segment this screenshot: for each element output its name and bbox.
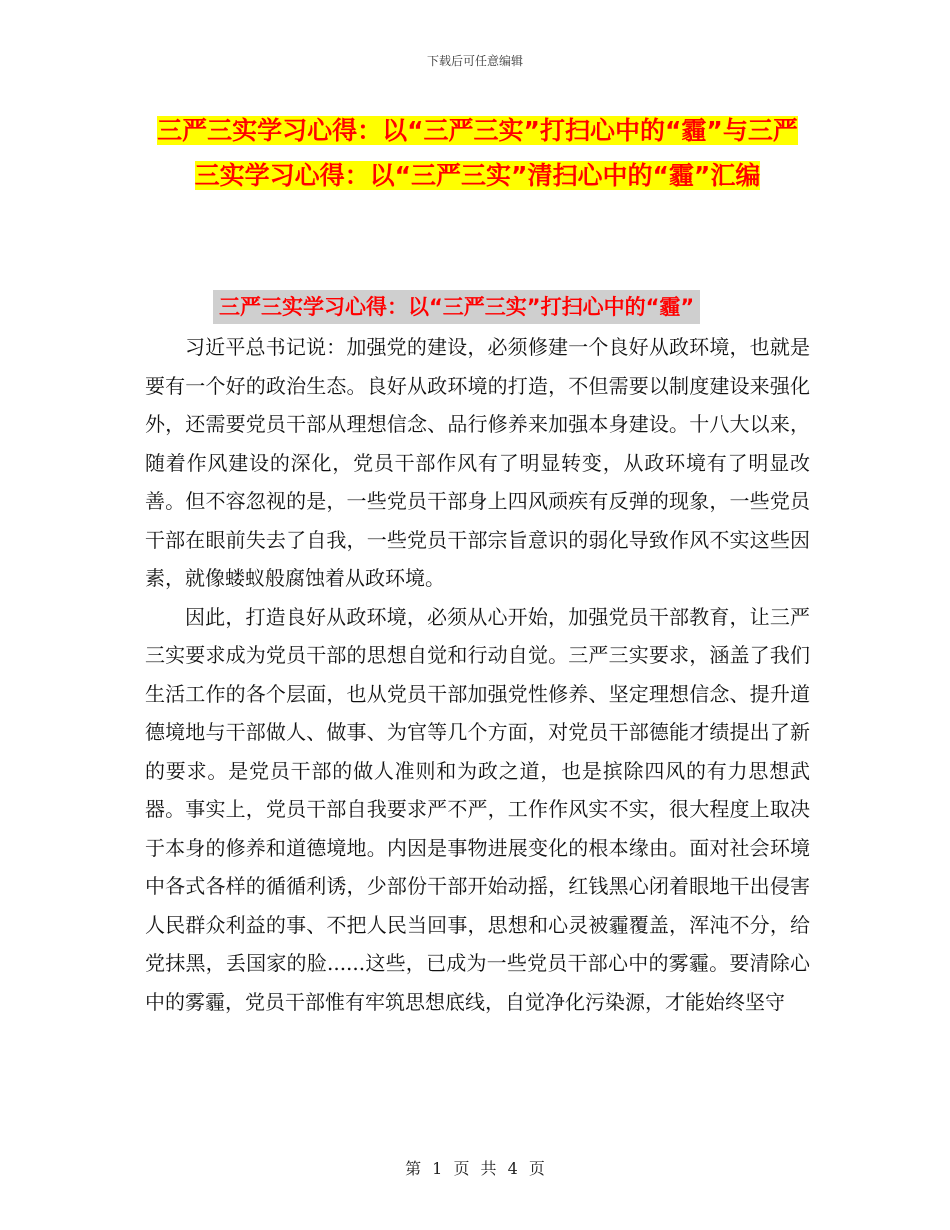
page-header: 下载后可任意编辑 [426,54,523,68]
document-title-text: 三严三实学习心得：以“三严三实”打扫心中的“霾”与三严三实学习心得：以“三严三实”清扫心中的“霾”汇编 [157,116,798,190]
document-title [145,108,810,198]
body-text [145,328,810,1021]
paragraph-2: 因此，打造良好从政环境，必须从心开始，加强党员干部教育，让三严三实要求成为党员干部的思想自觉和行动自觉。三严三实要求，涵盖了我们生活工作的各个层面，也从党员干部加强党性修养、坚定理想信念、提升道德境地与干部做人、做事、为官等几个方面，对党员干部德能才绩提出了新的要求。是党员干部的做人准则和为政之道，也是摈除四风的有力思想武器。事实上，党员干部自我要求严不严，工作作风实不实，很大程度上取决于本身的修养和道德境地。内因是事物进展变化的根本缘由。面对社会环境中各式各样的循循利诱，少部份干部开始动摇，红钱黑心闭着眼地干出侵害人民群众利益的事、不把人民当回事，思想和心灵被霾覆盖，浑沌不分，给党抹黑，丢国家的脸......这些，已成为一些党员干部心中的雾霾。要清除心中的雾霾，党员干部惟有牢筑思想底线，自觉净化污染源，才能始终坚守 [145,604,810,1014]
section-title: 三严三实学习心得：以“三严三实”打扫心中的“霾” [213,290,700,324]
paragraph-1: 习近平总书记说：加强党的建设，必须修建一个良好从政环境，也就是要有一个好的政治生态。良好从政环境的打造，不但需要以制度建设来强化外，还需要党员干部从理想信念、品行修养来加强本身建设。十八大以来，随着作风建设的深化，党员干部作风有了明显转变，从政环境有了明显改善。但不容忽视的是，一些党员干部身上四风顽疾有反弹的现象，一些党员干部在眼前失去了自我，一些党员干部宗旨意识的弱化导致作风不实这些因素，就像蝼蚁般腐蚀着从政环境。 [145,335,810,590]
page-footer: 第 1 页 共 4 页 [405,1159,545,1178]
